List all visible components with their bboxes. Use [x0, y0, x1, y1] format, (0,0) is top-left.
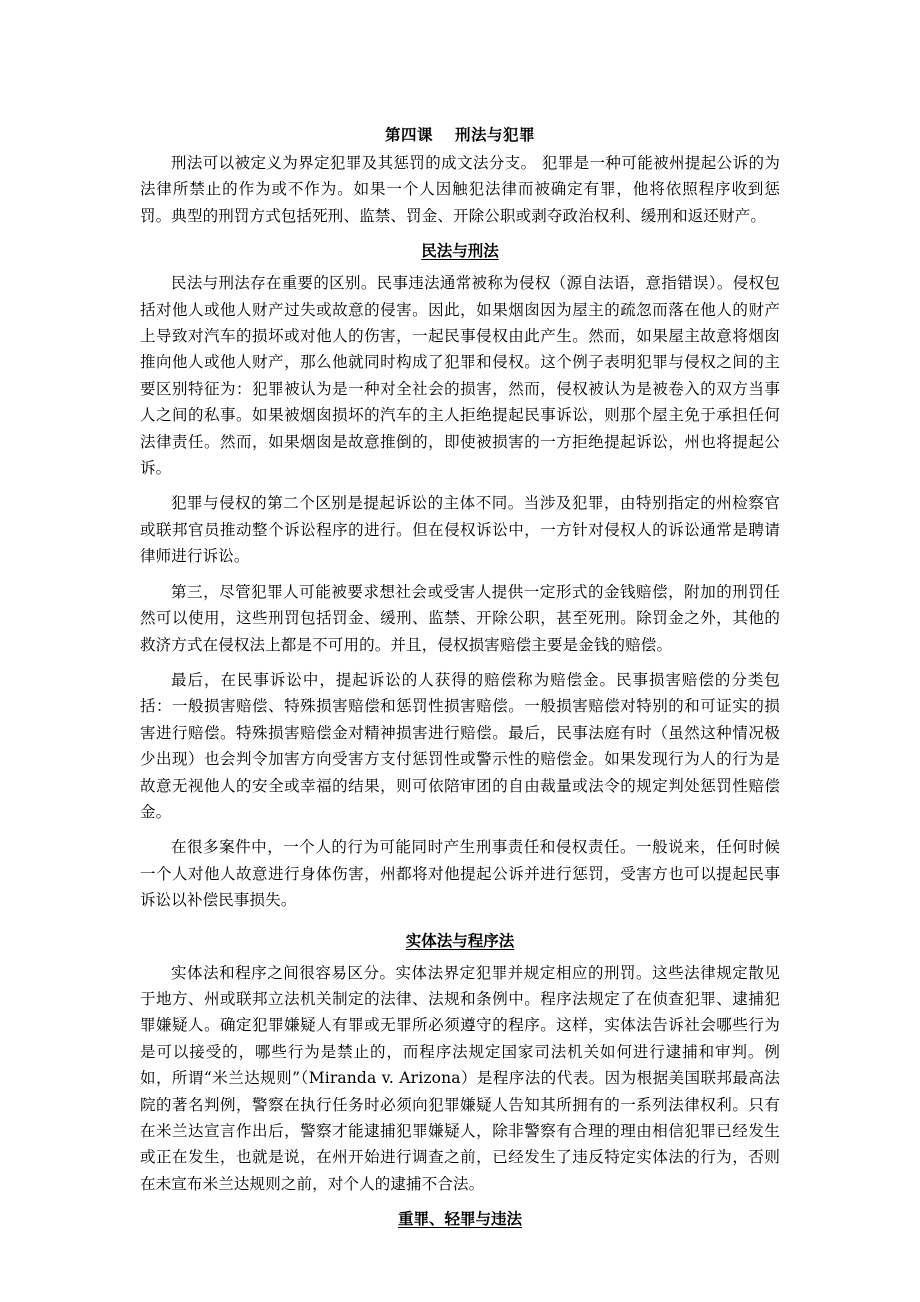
paragraph: 实体法和程序之间很容易区分。实体法界定犯罪并规定相应的刑罚。这些法律规定散见于地方、州或联邦立法机关制定的法律、法规和条例中。程序法规定了在侦查犯罪、逮捕犯罪嫌疑人。确定犯罪嫌疑人有罪或无罪所必须遵守的程序。这样，实体法告诉社会哪些行为是可以接受的，哪些行为是禁止的，而程序法规定国家司法机关如何进行逮捕和审判。例如，所谓“米兰达规则”（Miranda v. Arizona）是程序法的代表。因为根据美国联邦最高法院的著名判例，警察在执行任务时必须向犯罪嫌疑人告知其所拥有的一系列法律权利。只有在米兰达宣言作出后，警察才能逮捕犯罪嫌疑人，除非警察有合理的理由相信犯罪已经发生或正在发生，也就是说，在州开始进行调查之前，已经发生了违反特定实体法的行为，否则在未宣布米兰达规则之前，对个人的逮捕不合法。: [140, 963, 780, 1193]
section-heading-substantive-procedural: 实体法与程序法: [405, 930, 515, 950]
section-heading-felony-misdemeanor: 重罪、轻罪与违法: [397, 1209, 522, 1229]
paragraph: 民法与刑法存在重要的区别。民事违法通常被称为侵权（源自法语，意指错误）。侵权包括对他人或他人财产过失或故意的侵害。因此，如果烟囱因为屋主的疏忽而落在他人的财产上导致对汽车的损坏或对他人的伤害，一起民事侵权由此产生。然而，如果屋主故意将烟囱推向他人或他人财产，那么他就同时构成了犯罪和侵权。这个例子表明犯罪与侵权之间的主要区别特征为：犯罪被认为是一种对全社会的损害，然而，侵权被认为是被卷入的双方当事人之间的私事。如果被烟囱损坏的汽车的主人拒绝提起民事诉讼，则那个屋主免于承担任何法律责任。然而，如果烟囱是故意推倒的，即使被损害的一方拒绝提起诉讼，州也将提起公诉。: [140, 274, 780, 478]
document-body: [140, 122, 780, 1238]
title-lesson-number: 第四课: [384, 125, 433, 144]
title-lesson-name: 刑法与犯罪: [455, 125, 536, 144]
page-title: [140, 122, 780, 148]
paragraph: 第三，尽管犯罪人可能被要求想社会或受害人提供一定形式的金钱赔偿，附加的刑罚任然可以使用，这些刑罚包括罚金、缓刑、监禁、开除公职，甚至死刑。除罚金之外，其他的救济方式在侵权法上都是不可用的。并且，侵权损害赔偿主要是金钱的赔偿。: [140, 582, 780, 654]
section-heading-civil-criminal: 民法与刑法: [421, 241, 499, 261]
intro-paragraph: 刑法可以被定义为界定犯罪及其惩罚的成文法分支。 犯罪是一种可能被州提起公诉的为法律所禁止的作为或不作为。如果一个人因触犯法律而被确定有罪，他将依照程序收到惩罚。典型的刑罚方式包括死刑、监禁、罚金、开除公职或剥夺政治权利、缓刑和返还财产。: [140, 154, 780, 225]
paragraph: 最后，在民事诉讼中，提起诉讼的人获得的赔偿称为赔偿金。民事损害赔偿的分类包括：一般损害赔偿、特殊损害赔偿和惩罚性损害赔偿。一般损害赔偿对特别的和可证实的损害进行赔偿。特殊损害赔偿金对精神损害进行赔偿。最后，民事法庭有时（虽然这种情况极少出现）也会判令加害方向受害方支付惩罚性或警示性的赔偿金。如果发现行为人的行为是故意无视他人的安全或幸福的结果，则可依陪审团的自由裁量或法令的规定判处惩罚性赔偿金。: [140, 670, 780, 821]
paragraph: 犯罪与侵权的第二个区别是提起诉讼的主体不同。当涉及犯罪，由特别指定的州检察官或联邦官员推动整个诉讼程序的进行。但在侵权诉讼中，一方针对侵权人的诉讼通常是聘请律师进行诉讼。: [140, 494, 780, 566]
paragraph: 在很多案件中，一个人的行为可能同时产生刑事责任和侵权责任。一般说来，任何时候一个人对他人故意进行身体伤害，州都将对他提起公诉并进行惩罚，受害方也可以提起民事诉讼以补偿民事损失。: [140, 838, 780, 910]
